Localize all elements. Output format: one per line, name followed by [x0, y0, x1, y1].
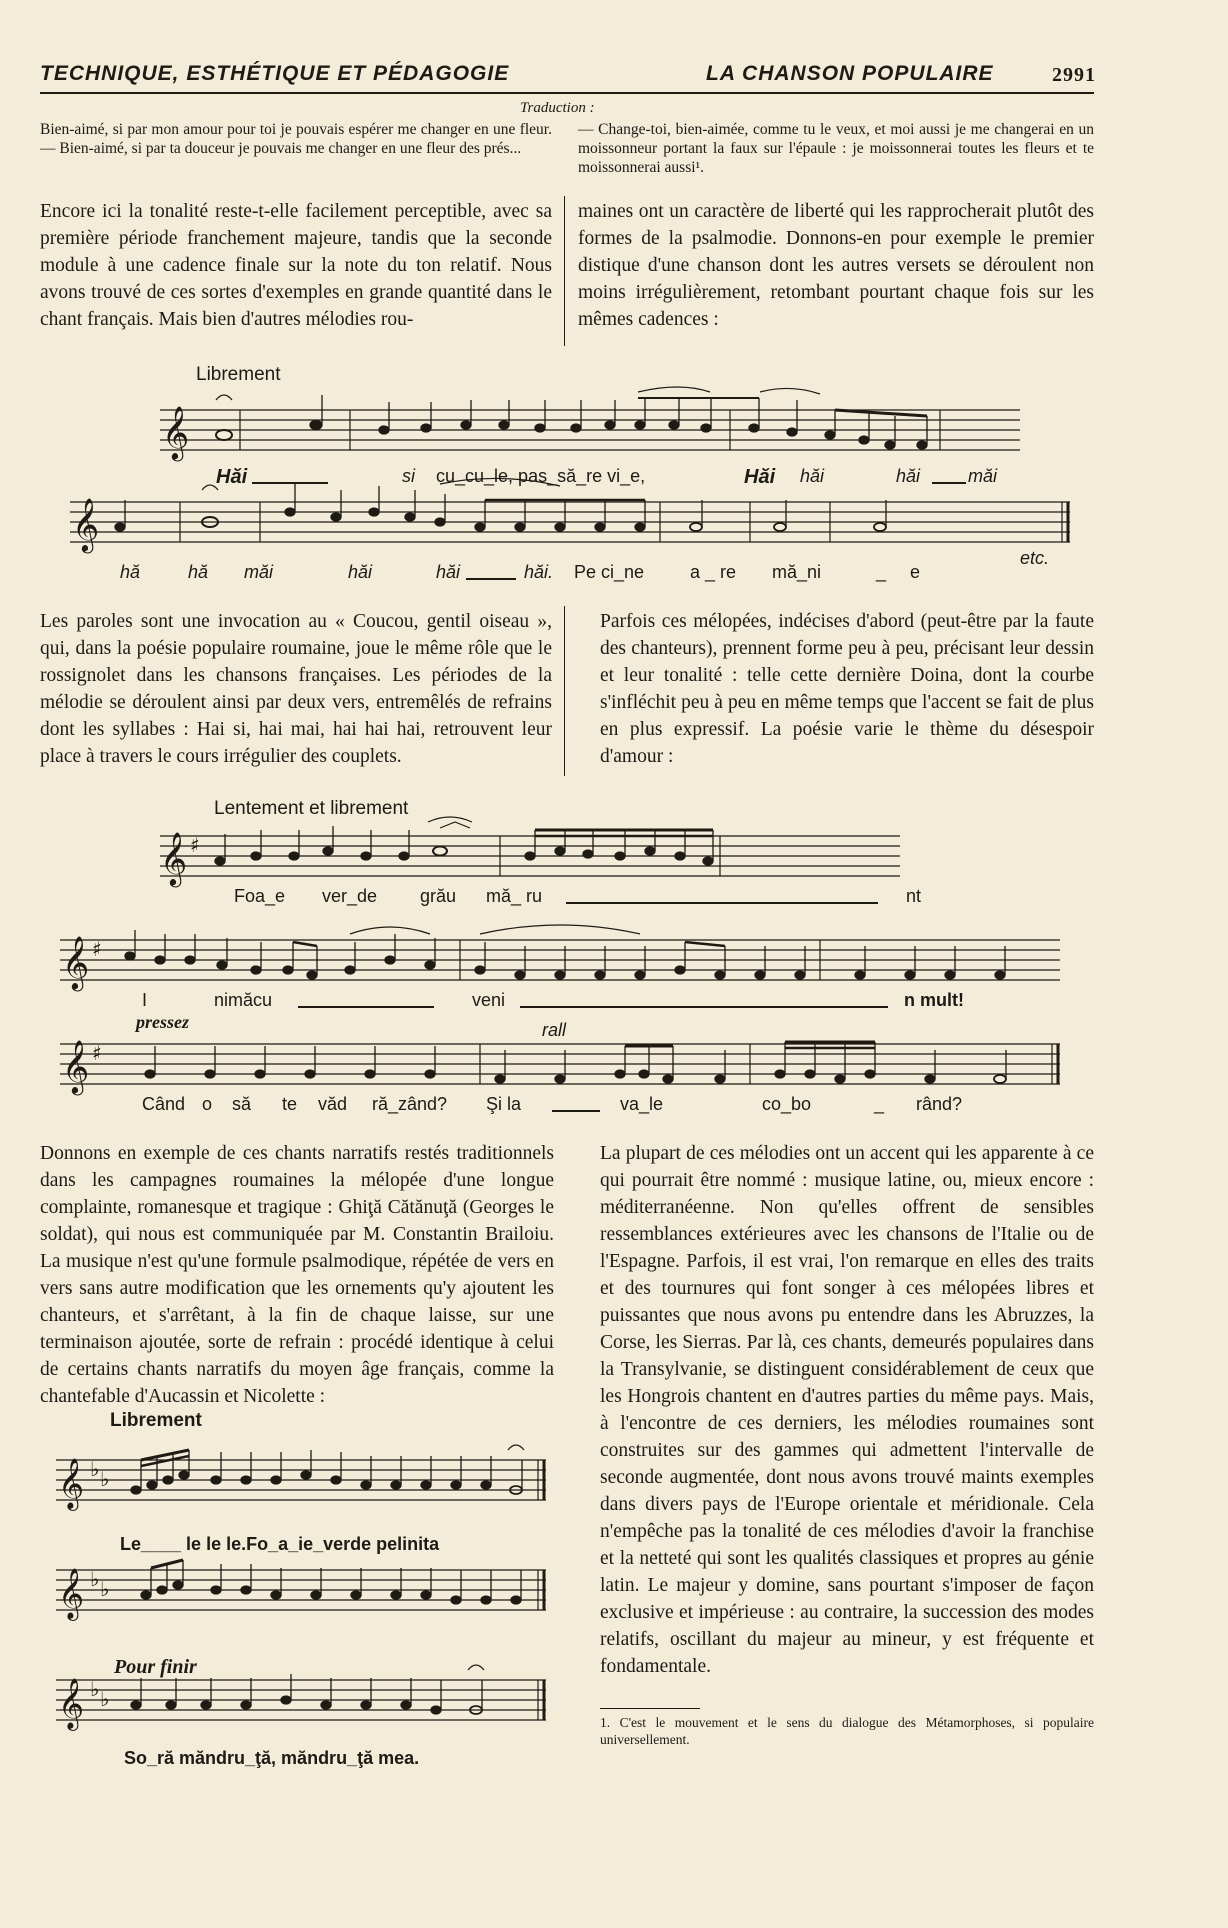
lyric-extender [566, 902, 878, 904]
svg-text:𝄞: 𝄞 [58, 1678, 85, 1729]
para3-right-text: La plupart de ces mélodies ont un accent qui les apparente à ce qui pourrait être nommé : musique latine, ou, mieux encore : méditerranéenne. Non qu'elles offrent de sensibles ressemblances extérieures avec les chansons de l'Italie ou de l'Espagne. Parfois, il est vrai, l'on remarque en elles des traits et des tournures qui font songer à ces mélopées libres et puissantes que nous avons pu entendre dans les Abruzzes, la Corse, les Sierras. Par là, ces chants, demeurés populaires dans la Transylvanie, se distinguent considérablement de ceux que les Hongrois chantent en d'autres parties du même pays. Mais, à l'encontre de ces derniers, les mélodies roumaines sont construites sur des gammes qui admettent l'intervalle de seconde augmentée, dont nous avons trouvé maints exemples dans divers pays de l'Europe orientale et méridionale. Cela n'empêche pas la tonalité de ces mélodies d'avoir la franchise et la netteté qui sont les qualités classiques et propres au génie latin. Le majeur y domine, sans pourtant s'imposer de façon exclusive et impérieuse : au contraire, la succession des modes relatifs, oscillant du majeur au mineur, y est fréquente et fondamentale. [600, 1143, 1094, 1677]
music1-lyric2-8: a _ re [690, 562, 737, 582]
music1-lyric-7: măi [968, 466, 998, 486]
music3-tempo: Librement [110, 1410, 202, 1431]
music1-lyric2-11: e [910, 562, 921, 582]
music2-lyric-2: ver_de [322, 886, 378, 906]
music2-lyric-5: nt [906, 886, 922, 906]
lyric-extender [552, 1110, 600, 1112]
music1-lyric2-6: hăi. [524, 562, 554, 582]
music1-lyric2-3: măi [244, 562, 274, 582]
footnote [600, 1714, 1094, 1748]
music2-lyric3-4: te [282, 1094, 298, 1114]
music2-lyric3-11: rând? [916, 1094, 963, 1114]
para2-left-text: Les paroles sont une invocation au « Coucou, gentil oiseau », qui, dans la poésie populaire roumaine, joue le même rôle que le rossignolet dans les chansons françaises. Les périodes de la mélodie se déroulent ainsi par deux vers, entremêlés de refrains dont les syllabes : Hai si, hai mai, hai hai hai, retrouvent leur place à travers le cours irrégulier des couplets. [40, 611, 552, 767]
lyric-extender [252, 482, 328, 484]
para1-right [578, 198, 1094, 333]
column-divider-1 [564, 196, 565, 346]
music1-lyric2-9: mă_ni [772, 562, 822, 582]
music1-lyric-4: Hăi [744, 466, 776, 488]
running-header-right: LA CHANSON POPULAIRE [706, 62, 994, 85]
translation-left-text: Bien-aimé, si par mon amour pour toi je pouvais espérer me changer en une fleur. — Bien-aimé, si par ta douceur je pouvais me changer en une fleur des prés... [40, 121, 552, 157]
column-divider-2 [564, 606, 565, 776]
para3-left-text: Donnons en exemple de ces chants narratifs restés traditionnels dans les campagnes roumaines la mélopée d'une longue complainte, romanesque et tragique : Ghiţă Cătănuţă (Georges le soldat), qui nous est communiquée par M. Constantin Brailoiu. La musique n'est qu'une formule psalmodique, répétée de vers en vers sans autre modification que les ornements qu'y ajoutent les chanteurs, et s'arrêtant, à la fin de chaque laisse, sur une terminaison ajoutée, sorte de refrain : procédé identique à celui de certains chants narratifs du moyen âge français, comme la chantefable d'Aucassin et Nicolette : [40, 1143, 554, 1407]
translation-right [578, 120, 1094, 177]
music1-lyric2-10: _ [876, 562, 887, 582]
page-number: 2991 [1052, 64, 1096, 86]
music2-lyric3-3: să [232, 1094, 252, 1114]
music1-lyric-1: Hăi [216, 466, 248, 488]
music2-marking: pressez [136, 1012, 189, 1032]
music2-lyric3-5: văd [318, 1094, 348, 1114]
music2-lyric2-4: n mult! [904, 990, 964, 1010]
music3-lyric-1: Le____ le le le.Fo_a_ie_verde pelinita [120, 1534, 440, 1554]
para1-left [40, 198, 552, 333]
svg-text:♭: ♭ [100, 1687, 110, 1711]
para3-right [600, 1140, 1094, 1680]
music1-lyric2-7: Pe ci_ne [574, 562, 645, 582]
music2-lyric3-6: ră_zând? [372, 1094, 448, 1114]
music2-lyric-1: Foa_e [234, 886, 286, 906]
music2-rall: rall [542, 1020, 567, 1040]
svg-text:𝄞: 𝄞 [62, 1039, 90, 1093]
music1-etc: etc. [1020, 548, 1050, 568]
music3-score [56, 1430, 556, 1770]
music3-lyric-3: So_ră măndru_ţă, măndru_ţă mea. [124, 1748, 420, 1768]
music2-lyric3-1: Când [142, 1094, 186, 1114]
para2-left [40, 608, 552, 770]
svg-text:♯: ♯ [92, 937, 102, 961]
svg-text:♭: ♭ [90, 1677, 100, 1701]
music2-lyric2-1: I [142, 990, 148, 1010]
svg-text:♭: ♭ [100, 1467, 110, 1491]
music1-lyric2-2: hă [188, 562, 209, 582]
footnote-rule [600, 1708, 700, 1709]
svg-text:♭: ♭ [90, 1457, 100, 1481]
svg-text:𝄞: 𝄞 [62, 935, 90, 989]
svg-text:♭: ♭ [100, 1577, 110, 1601]
music1-lyric2-4: hăi [348, 562, 373, 582]
footnote-text: 1. C'est le mouvement et le sens du dialogue des Métamorphoses, si populaire universellement. [600, 1715, 1094, 1747]
svg-text:𝄞: 𝄞 [160, 831, 188, 885]
svg-text:𝄞: 𝄞 [58, 1458, 85, 1509]
translation-left [40, 120, 552, 158]
para3-left [40, 1140, 554, 1410]
header-rule [40, 92, 1094, 94]
para2-right-text: Parfois ces mélopées, indécises d'abord (peut-être par la faute des chanteurs), prennent forme peu à peu, précisant leur dessin et leur tonalité : telle cette dernière Doina, dont la courbe s'infléchit peu à peu en même temps que l'accent se fait de plus en plus expressif. La poésie varie le thème du désespoir d'amour : [600, 611, 1094, 767]
music2-lyric3-7: Şi la [486, 1094, 522, 1114]
music1-lyric-2: si [402, 466, 415, 486]
svg-text:𝄞: 𝄞 [72, 497, 100, 551]
para1-right-text: maines ont un caractère de liberté qui les rapprocherait plutôt des formes de la psalmodie. Donnons-en pour exemple le premier distique d'une chanson dont les autres versets se déroulent non moins irrégulièrement, retombant pourtant chaque fois sur les mêmes cadences : [578, 201, 1094, 330]
translation-right-text: — Change-toi, bien-aimée, comme tu le veux, et moi aussi je me changerai en un moissonneur portant la faux sur l'épaule : je moissonnerai toutes les fleurs et te moissonnerai aussi¹. [578, 121, 1094, 176]
music2-lyric3-10: _ [874, 1094, 885, 1114]
music1-tempo: Librement [196, 364, 281, 385]
translation-label: Traduction : [520, 100, 595, 116]
svg-text:𝄞: 𝄞 [58, 1568, 85, 1619]
music1-lyric2-1: hă [120, 562, 141, 582]
music2-lyric3-8: va_le [620, 1094, 664, 1114]
music2-tempo: Lentement et librement [214, 798, 409, 819]
lyric-extender [932, 482, 966, 484]
music3-marking: Pour finir [114, 1656, 197, 1678]
para2-right [600, 608, 1094, 770]
music2-lyric3-9: co_bo [762, 1094, 812, 1114]
music2-lyric-4: mă_ ru [486, 886, 543, 906]
lyric-extender [298, 1006, 434, 1008]
music1-lyric-6: hăi [896, 466, 921, 486]
music1-lyric-3: cu_cu_le, pas_să_re vi_e, [436, 466, 646, 486]
music1-lyric-5: hăi [800, 466, 825, 486]
svg-text:♯: ♯ [92, 1041, 102, 1065]
svg-text:♯: ♯ [190, 833, 200, 857]
music1-lyric2-5: hăi [436, 562, 461, 582]
lyric-extender [520, 1006, 888, 1008]
para1-left-text: Encore ici la tonalité reste-t-elle facilement perceptible, avec sa première période franchement majeure, tandis que la seconde module à une cadence finale sur la note du ton relatif. Nous avons trouvé de ces sortes d'exemples en grande quantité dans le chant français. Mais bien d'autres mélodies rou- [40, 201, 552, 330]
lyric-extender [466, 578, 516, 580]
music2-lyric2-3: veni [472, 990, 506, 1010]
music2-score [60, 816, 1100, 1116]
svg-text:♭: ♭ [90, 1567, 100, 1591]
running-header-left: TECHNIQUE, ESTHÉTIQUE ET PÉDAGOGIE [40, 62, 510, 85]
svg-text:𝄞: 𝄞 [162, 405, 190, 459]
music2-lyric2-2: nimăcu [214, 990, 273, 1010]
music2-lyric3-2: o [202, 1094, 213, 1114]
music2-lyric-3: grău [420, 886, 457, 906]
